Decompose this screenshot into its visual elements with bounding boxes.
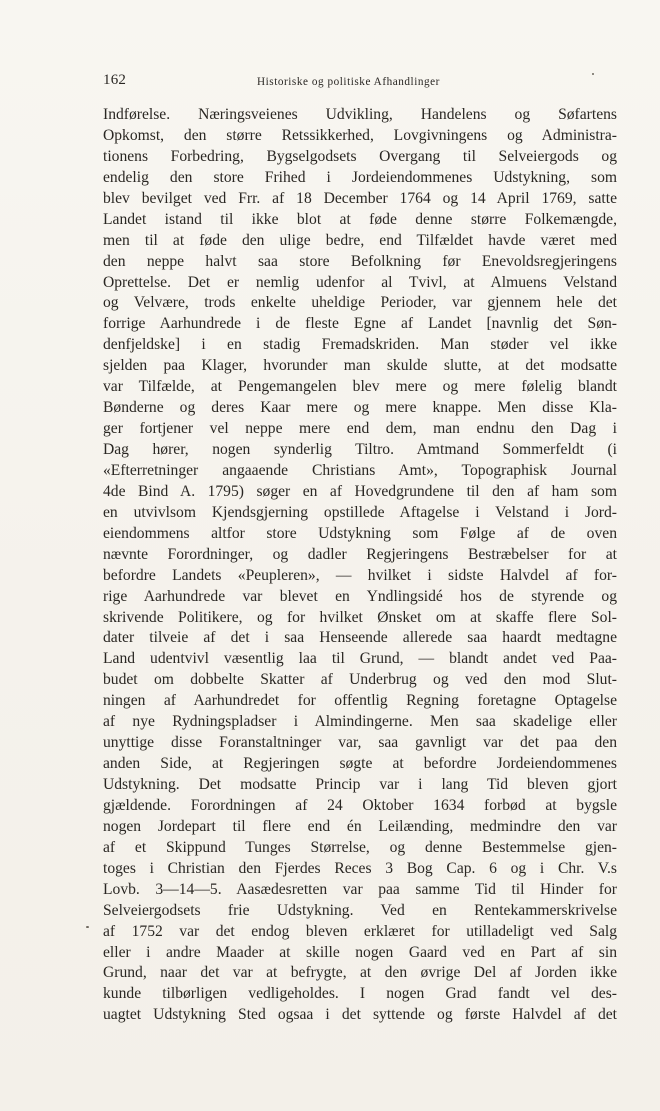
text-line: 4de Bind A. 1795) søger en af Hovedgrundene til den af ham som — [103, 482, 617, 500]
text-line: af et Skippund Tunges Størrelse, og denne Bestemmelse gjen- — [103, 838, 617, 856]
text-line: anden Side, at Regjeringen søgte at befordre Jordeiendommenes — [103, 755, 617, 773]
text-line: Landet istand til ikke blot at føde denne større Folkemængde, — [103, 210, 617, 228]
text-line: Selveiergodsets frie Udstykning. Ved en Rentekammerskrivelse — [103, 901, 617, 919]
text-line: Udstykning. Det modsatte Princip var i lang Tid bleven gjort — [103, 776, 617, 793]
text-line: Indførelse. Næringsveienes Udvikling, Handelens og Søfartens — [103, 106, 617, 123]
text-line: og Velvære, trods enkelte uheldige Perioder, var gjennem hele det — [103, 294, 617, 312]
text-line: Land udentvivl væsentlig laa til Grund, — blandt andet ved Paa- — [103, 650, 617, 668]
text-line: toges i Christian den Fjerdes Reces 3 Bog Cap. 6 og i Chr. V.s — [103, 859, 617, 877]
text-line: en utvivlsom Kjendsgjerning opstillede Aftagelse i Velstand i Jord- — [103, 503, 617, 521]
text-line: rige Aarhundrede var blevet en Yndlingsidé hos de styrende og — [103, 587, 617, 605]
paper-speck — [86, 926, 89, 928]
text-line: eller i andre Maader at skille nogen Gaard ved en Part af sin — [103, 943, 617, 961]
text-line: blev bevilget ved Frr. af 18 December 1764 og 14 April 1769, satte — [103, 189, 617, 207]
text-line: Oprettelse. Det er nemlig udenfor al Tvivl, at Almuens Velstand — [103, 273, 617, 291]
text-line: sjelden paa Klager, hvorunder man skulde slutte, at det modsatte — [103, 357, 617, 375]
text-line: unyttige disse Foranstaltninger var, saa gavnligt var det paa den — [103, 734, 617, 752]
page-number: 162 — [103, 72, 127, 88]
text-line: uagtet Udstykning Sted ogsaa i det syttende og første Halvdel af det — [103, 1006, 617, 1024]
paper-speck — [592, 73, 594, 75]
text-line: dater tilveie af det i saa Henseende allerede saa haardt medtagne — [103, 629, 617, 647]
text-line: men til at føde den ulige bedre, end Tilfældet havde været med — [103, 231, 617, 249]
page-header — [103, 72, 617, 94]
text-line: nævnte Forordninger, og dadler Regjeringens Bestræbelser for at — [103, 545, 617, 563]
text-line: «Efterretninger angaaende Christians Amt», Topographisk Journal — [103, 461, 617, 479]
text-line: Dag hører, nogen synderlig Tiltro. Amtmand Sommerfeldt (i — [103, 441, 617, 458]
text-line: skrivende Politikere, og for hvilket Ønsket om at skaffe flere Sol- — [103, 608, 617, 626]
running-head: Historiske og politiske Afhandlinger — [257, 76, 440, 88]
text-line: gjældende. Forordningen af 24 Oktober 1634 forbød at bygsle — [103, 796, 617, 814]
text-line: Bønderne og deres Kaar mere og mere knappe. Men disse Kla- — [103, 399, 617, 417]
text-line: ningen af Aarhundredet for offentlig Regning foretagne Optagelse — [103, 692, 617, 710]
text-line: den neppe halvt saa store Befolkning før Enevoldsregjeringens — [103, 252, 617, 270]
text-line: var Tilfælde, at Pengemangelen blev mere og mere følelig blandt — [103, 378, 617, 396]
text-line: ger fortjener vel neppe mere end dem, man endnu den Dag i — [103, 420, 617, 438]
text-line: budet om dobbelte Skatter af Underbrug og ved den mod Slut- — [103, 671, 617, 689]
text-line: eiendommens altfor store Udstykning som Følge af de oven — [103, 524, 617, 542]
text-line: af 1752 var det endog bleven erklæret for utilladeligt ved Salg — [103, 922, 617, 940]
body-text — [103, 105, 617, 1026]
text-line: Grund, naar det var at befrygte, at den øvrige Del af Jorden ikke — [103, 964, 617, 982]
text-line: Opkomst, den større Retssikkerhed, Lovgivningens og Administra- — [103, 126, 617, 144]
text-line: Lovb. 3—14—5. Aasædesretten var paa samme Tid til Hinder for — [103, 880, 617, 898]
text-line: denfjeldske] i en stadig Fremadskriden. Man støder vel ikke — [103, 336, 617, 354]
text-line: nogen Jordepart til flere end én Leilænding, medmindre den var — [103, 817, 617, 835]
text-line: forrige Aarhundrede i de fleste Egne af Landet [navnlig det Søn- — [103, 315, 617, 333]
text-line: af nye Rydningspladser i Almindingerne. Men saa skadelige eller — [103, 713, 617, 731]
text-line: tionens Forbedring, Bygselgodsets Overgang til Selveiergods og — [103, 147, 617, 165]
text-line: endelig den store Frihed i Jordeiendommenes Udstykning, som — [103, 168, 617, 186]
text-line: kunde tilbørligen vedligeholdes. I nogen Grad fandt vel des- — [103, 985, 617, 1003]
text-line: befordre Landets «Peupleren», — hvilket i sidste Halvdel af for- — [103, 566, 617, 584]
